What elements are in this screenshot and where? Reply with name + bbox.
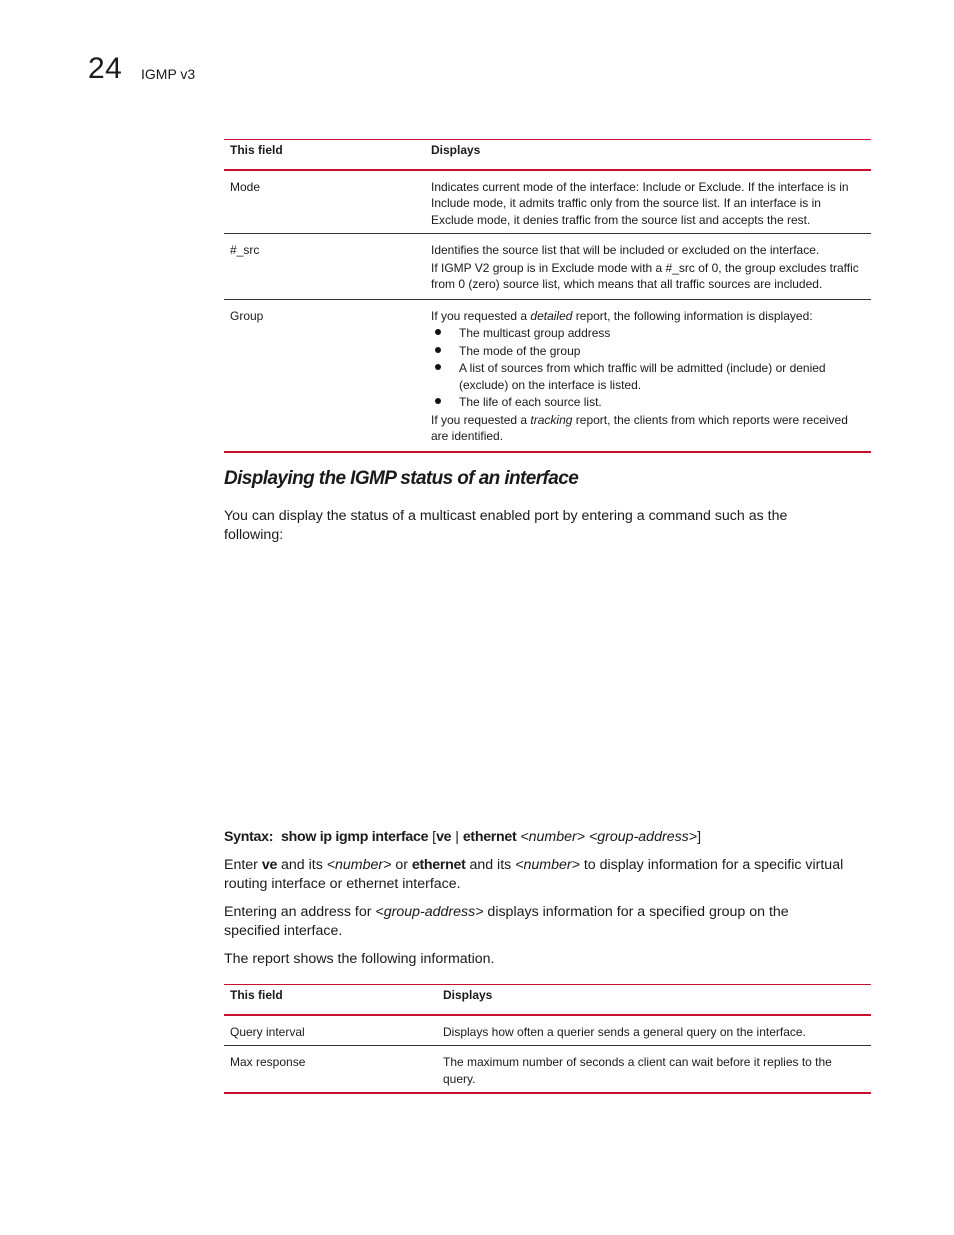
- syntax-label: Syntax:: [224, 829, 274, 845]
- field-table-query: [224, 984, 871, 1094]
- table-row: [224, 299, 871, 452]
- param-group-address: <group-address>: [375, 904, 484, 920]
- table-row: [224, 1015, 871, 1046]
- chapter-number: 24: [88, 52, 123, 85]
- field-name: Mode: [224, 170, 425, 234]
- column-header-displays: Displays: [437, 985, 871, 1015]
- list-item: The multicast group address: [431, 325, 865, 342]
- field-name: Query interval: [224, 1015, 437, 1046]
- text-run: or: [391, 857, 412, 873]
- keyword-ethernet: ethernet: [462, 829, 517, 845]
- text-run: and its: [465, 857, 516, 873]
- list-item: The life of each source list.: [431, 394, 865, 411]
- text-run: [: [428, 829, 437, 845]
- syntax-line: [224, 828, 844, 847]
- text-run: Enter: [224, 857, 262, 873]
- keyword-ve: ve: [261, 857, 278, 873]
- text-run: displays information for a specified group on the specified interface.: [224, 904, 789, 939]
- section-intro: You can display the status of a multicast enabled port by entering a command such as the following:: [224, 508, 788, 543]
- description-outro: [431, 412, 865, 445]
- table-header-row: [224, 140, 871, 170]
- description-line: Identifies the source list that will be included or excluded on the interface.: [431, 243, 820, 257]
- table-row: [224, 1046, 871, 1094]
- paragraph-enter: [224, 856, 844, 894]
- field-description: Displays how often a querier sends a general query on the interface.: [437, 1015, 871, 1046]
- field-name: Max response: [224, 1046, 437, 1094]
- text-run: If you requested a: [431, 308, 531, 323]
- text-run: to display information for a specific virtual routing interface or ethernet interface.: [224, 857, 844, 892]
- bullet-list: [431, 325, 865, 411]
- field-description: [425, 299, 871, 452]
- chapter-title: IGMP v3: [141, 66, 196, 82]
- paragraph-group-address: [224, 903, 844, 941]
- field-name: Group: [224, 299, 425, 452]
- table-row: [224, 234, 871, 300]
- param-group-address: <group-address>: [589, 829, 698, 845]
- text-run: ]: [697, 829, 702, 845]
- text-run: report, the clients from which reports were received are identified.: [431, 412, 848, 443]
- syntax-command: show ip igmp interface: [281, 829, 429, 845]
- emphasis-tracking: tracking: [530, 412, 573, 427]
- description-intro: [431, 308, 865, 325]
- field-name: #_src: [224, 234, 425, 300]
- field-description: [425, 234, 871, 300]
- description-line: If IGMP V2 group is in Exclude mode with a #_src of 0, the group excludes traffic from 0 (zero) source list, which means that all traffic sources are included.: [431, 260, 859, 291]
- param-number: <number>: [520, 829, 586, 845]
- field-description: Indicates current mode of the interface: Include or Exclude. If the interface is in Include mode, it admits traffic only from the source list. If an interface is in Exclude mode, it denies traffic from the source list and accepts the rest.: [425, 170, 871, 234]
- keyword-ethernet: ethernet: [411, 857, 466, 873]
- text-run: report, the following information is displayed:: [572, 308, 813, 323]
- table-header-row: [224, 985, 871, 1015]
- list-item: A list of sources from which traffic will be admitted (include) or denied (exclude) on the interface is listed.: [431, 360, 865, 393]
- text-run: Entering an address for: [224, 904, 376, 920]
- field-description: The maximum number of seconds a client can wait before it replies to the query.: [437, 1046, 871, 1094]
- list-item: The mode of the group: [431, 343, 865, 360]
- field-table-mode-src-group: [224, 139, 871, 453]
- param-number: <number>: [515, 857, 580, 873]
- column-header-field: This field: [224, 140, 425, 170]
- text-run: |: [451, 829, 463, 845]
- section-heading: Displaying the IGMP status of an interface: [224, 468, 579, 489]
- keyword-ve: ve: [436, 829, 452, 845]
- column-header-displays: Displays: [425, 140, 871, 170]
- column-header-field: This field: [224, 985, 437, 1015]
- text-run: and its: [277, 857, 327, 873]
- param-number: <number>: [326, 857, 392, 873]
- table-row: [224, 170, 871, 234]
- paragraph-report: The report shows the following information.: [224, 951, 495, 967]
- emphasis-detailed: detailed: [530, 308, 573, 323]
- text-run: If you requested a: [431, 412, 531, 427]
